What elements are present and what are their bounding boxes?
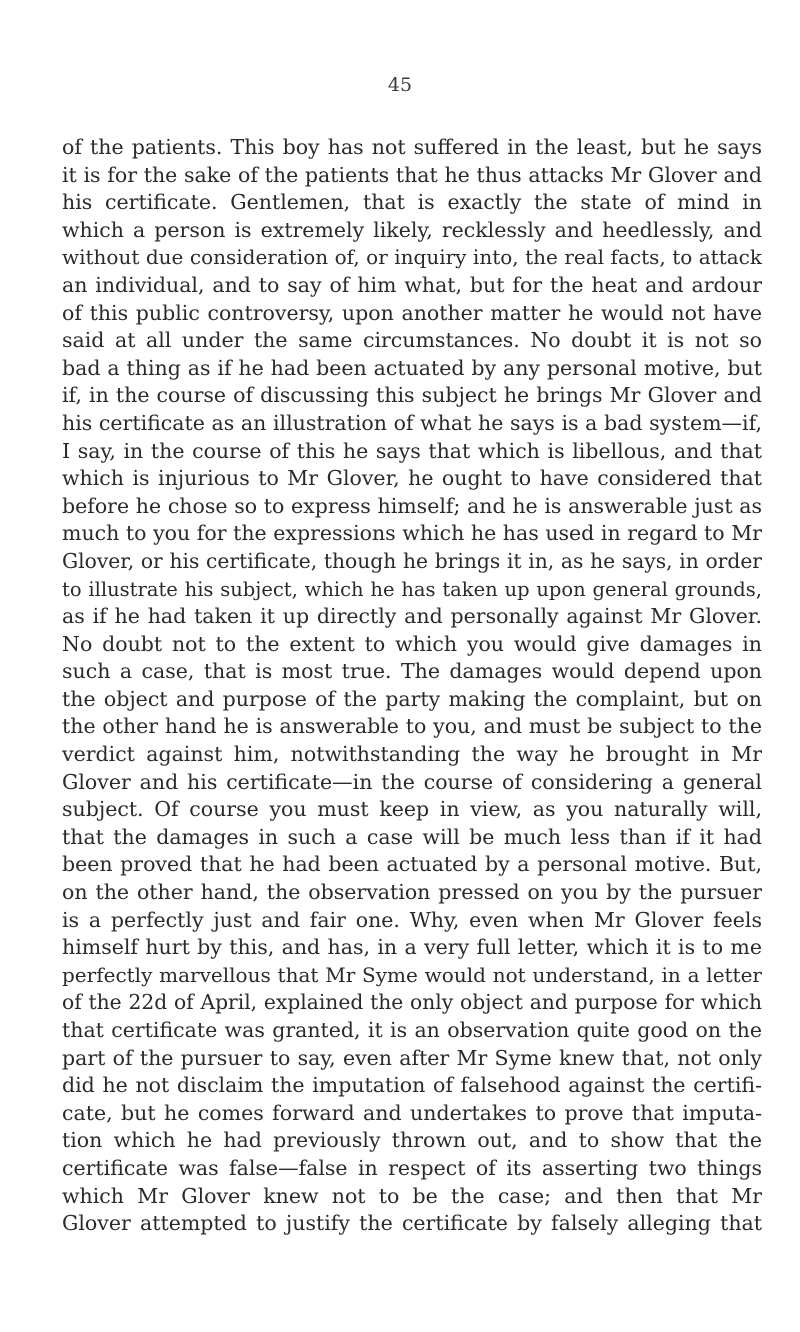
text-line: of this public controversy, upon another matter he would not have (62, 300, 762, 325)
text-line: if, in the course of discussing this subject he brings Mr Glover and (62, 383, 762, 408)
text-line: Glover and his certificate—in the course of considering a general (62, 769, 762, 794)
text-line: that certificate was granted, it is an observation quite good on the (62, 1018, 762, 1042)
text-line: said at all under the same circumstances. No doubt it is not so (62, 328, 762, 353)
text-line: of the patients. This boy has not suffered in the least, but he says (62, 135, 762, 159)
text-line: of the 22d of April, explained the only object and purpose for which (62, 990, 762, 1015)
text-line: an individual, and to say of him what, but for the heat and ardour (62, 272, 762, 297)
text-line: much to you for the expressions which he has used in regard to Mr (62, 521, 762, 546)
page-number: 45 (387, 74, 413, 96)
text-line: his certificate as an illustration of what he says is a bad system—if, (62, 410, 762, 435)
text-line: his certificate. Gentlemen, that is exactly the state of mind in (62, 190, 762, 215)
text-line: himself hurt by this, and has, in a very full letter, which it is to me (62, 935, 762, 960)
text-line: is a perfectly just and fair one. Why, even when Mr Glover feels (62, 907, 762, 932)
text-line: certificate was false—false in respect of its asserting two things (62, 1155, 762, 1180)
text-line: subject. Of course you must keep in view, as you naturally will, (62, 797, 762, 822)
text-line: tion which he had previously thrown out, and to show that the (62, 1128, 762, 1153)
text-line: the object and purpose of the party making the complaint, but on (62, 686, 762, 711)
text-line: Glover, or his certificate, though he brings it in, as he says, in order (62, 548, 762, 573)
text-line: such a case, that is most true. The damages would depend upon (62, 659, 762, 684)
text-line: which Mr Glover knew not to be the case; and then that Mr (62, 1183, 762, 1208)
text-line: Glover attempted to justify the certificate by falsely alleging that (62, 1211, 762, 1236)
text-line: verdict against him, notwithstanding the way he brought in Mr (62, 742, 762, 767)
text-line: without due consideration of, or inquiry into, the real facts, to attack (62, 245, 762, 270)
text-line: cate, but he comes forward and undertakes to prove that imputa- (62, 1100, 762, 1125)
text-line: perfectly marvellous that Mr Syme would not understand, in a letter (62, 962, 762, 987)
text-line: which a person is extremely likely, recklessly and heedlessly, and (62, 217, 762, 242)
text-line: as if he had taken it up directly and personally against Mr Glover. (62, 604, 762, 629)
text-line: it is for the sake of the patients that he thus attacks Mr Glover and (62, 162, 762, 187)
text-line: which is injurious to Mr Glover, he ought to have considered that (62, 466, 762, 491)
text-line: did he not disclaim the imputation of falsehood against the certifi- (62, 1073, 762, 1098)
text-line: part of the pursuer to say, even after Mr Syme knew that, not only (62, 1045, 762, 1070)
text-line: the other hand he is answerable to you, and must be subject to the (62, 714, 762, 739)
text-line: on the other hand, the observation pressed on you by the pursuer (62, 880, 762, 905)
text-line: to illustrate his subject, which he has taken up upon general grounds, (62, 577, 762, 601)
text-line: I say, in the course of this he says that which is libellous, and that (62, 438, 762, 463)
text-line: that the damages in such a case will be much less than if it had (62, 824, 762, 849)
text-line: No doubt not to the extent to which you would give damages in (62, 631, 762, 656)
text-line: before he chose so to express himself; and he is answerable just as (62, 493, 762, 518)
text-line: bad a thing as if he had been actuated by any personal motive, but (62, 355, 762, 380)
body-paragraph (62, 134, 762, 1238)
text-line: been proved that he had been actuated by a personal motive. But, (62, 852, 762, 877)
